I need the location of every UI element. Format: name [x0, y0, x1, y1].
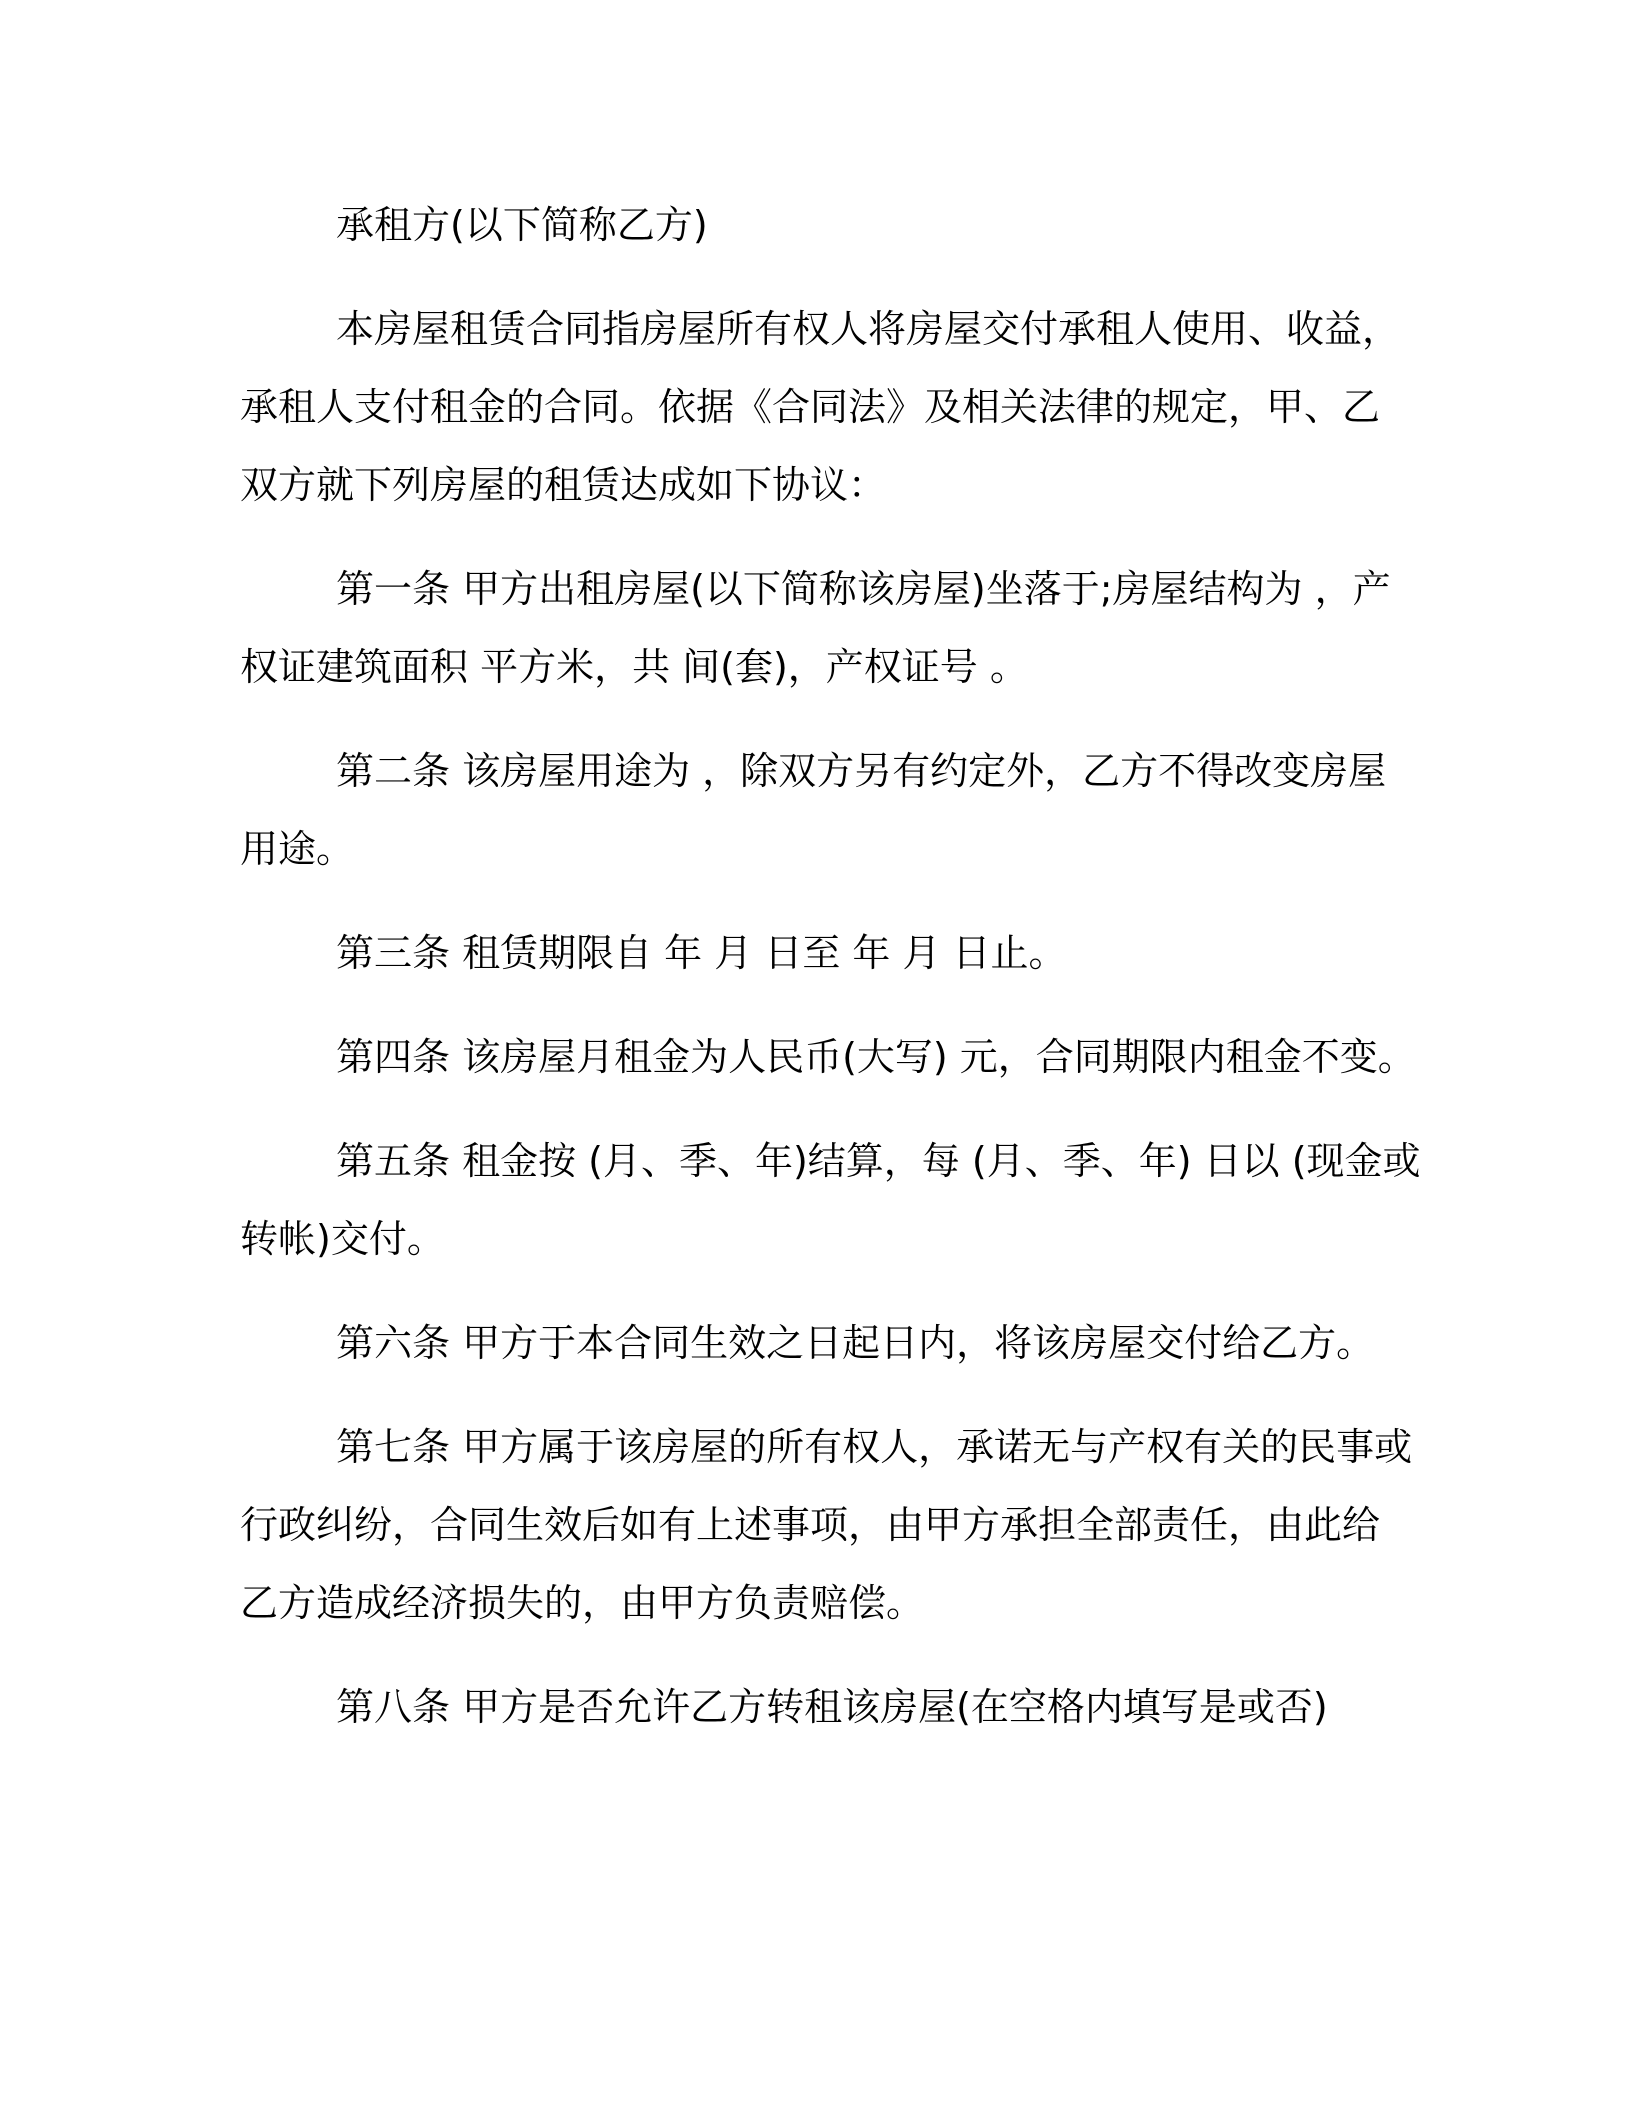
text-line: 承租人支付租金的合同。依据《合同法》及相关法律的规定，甲、乙	[240, 385, 1381, 429]
article-1	[240, 550, 1390, 706]
text-line: 乙方造成经济损失的，由甲方负责赔偿。	[240, 1581, 925, 1625]
document-body	[240, 186, 1421, 1772]
text-line: 转帐)交付。	[240, 1217, 445, 1261]
text-line: 权证建筑面积 平方米，共 间(套)，产权证号 。	[240, 645, 1028, 689]
text-line: 第四条 该房屋月租金为人民币(大写) 元，合同期限内租金不变。	[336, 1035, 1416, 1079]
text-line: 行政纠纷，合同生效后如有上述事项，由甲方承担全部责任，由此给	[240, 1503, 1381, 1547]
article-6	[240, 1304, 1390, 1382]
text-line: 双方就下列房屋的租赁达成如下协议：	[240, 463, 887, 507]
text-line: 第六条 甲方于本合同生效之日起日内，将该房屋交付给乙方。	[336, 1321, 1375, 1365]
paragraph-lessee	[240, 186, 1390, 264]
text-line: 第七条 甲方属于该房屋的所有权人，承诺无与产权有关的民事或	[336, 1425, 1413, 1469]
text-line: 第三条 租赁期限自 年 月 日至 年 月 日止。	[336, 931, 1067, 975]
article-4	[240, 1018, 1416, 1096]
text-line: 承租方(以下简称乙方)	[336, 203, 708, 247]
article-5	[240, 1122, 1421, 1278]
paragraph-preamble	[240, 290, 1401, 524]
article-3	[240, 914, 1390, 992]
text-line: 第一条 甲方出租房屋(以下简称该房屋)坐落于;房屋结构为 ，产	[336, 567, 1391, 611]
text-line: 第二条 该房屋用途为 ，除双方另有约定外，乙方不得改变房屋	[336, 749, 1387, 793]
article-2	[240, 732, 1390, 888]
text-line: 第五条 租金按 (月、季、年)结算，每 (月、季、年) 日以 (现金或	[336, 1139, 1421, 1183]
text-line: 第八条 甲方是否允许乙方转租该房屋(在空格内填写是或否)	[336, 1685, 1328, 1729]
article-8	[240, 1668, 1390, 1746]
text-line: 本房屋租赁合同指房屋所有权人将房屋交付承租人使用、收益，	[336, 307, 1401, 351]
article-7	[240, 1408, 1413, 1642]
text-line: 用途。	[240, 827, 355, 871]
